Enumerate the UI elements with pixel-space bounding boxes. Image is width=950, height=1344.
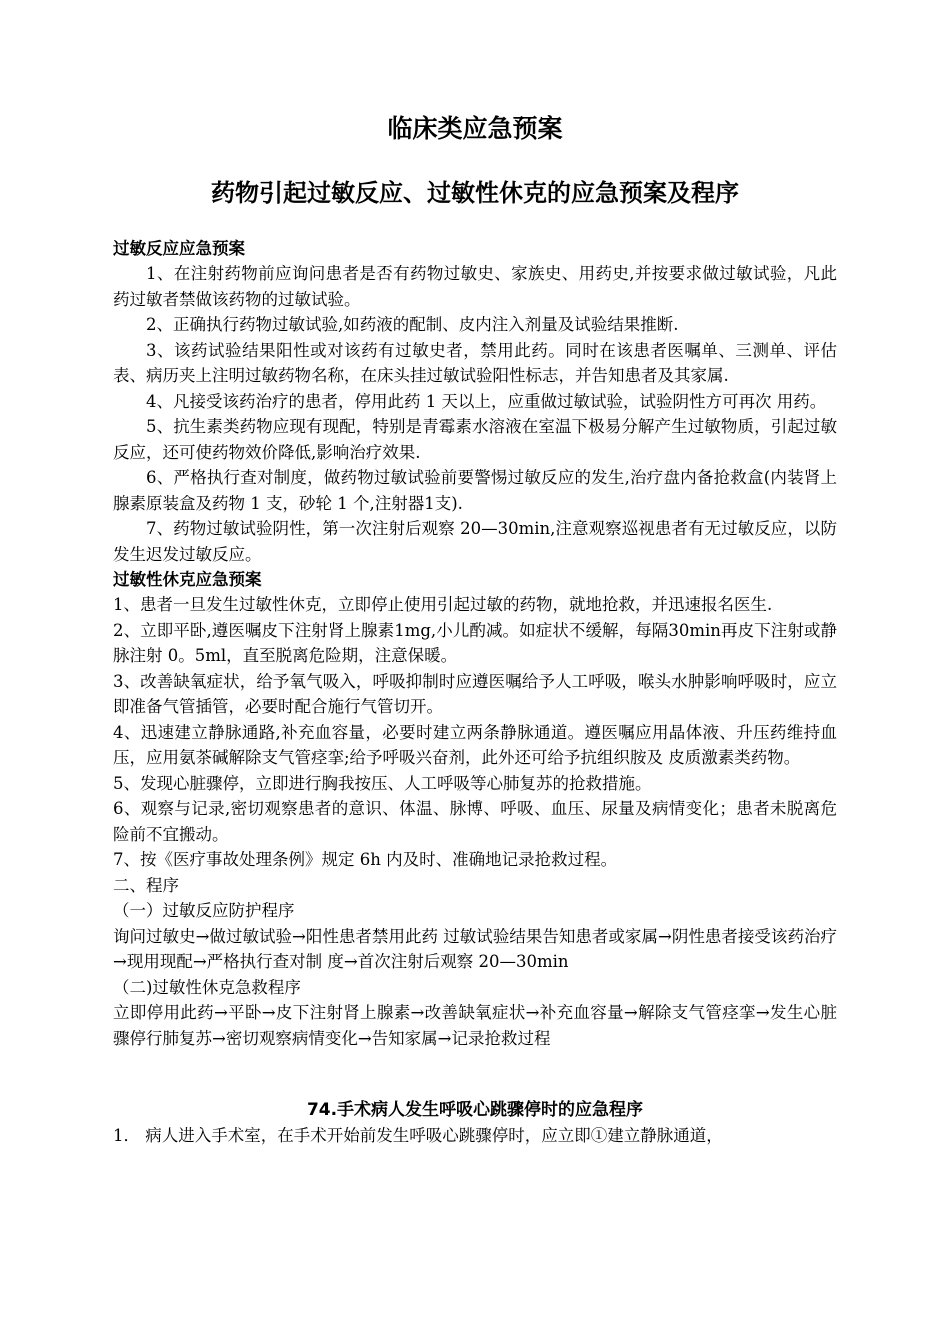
surgery-arrest-item-1: 1． 病人进入手术室，在手术开始前发生呼吸心跳骤停时，应立即①建立静脉通道， xyxy=(113,1126,723,1145)
allergy-plan-item-2: 2、正确执行药物过敏试验,如药液的配制、皮内注入剂量及试验结果推断. xyxy=(146,315,679,334)
allergy-plan-item-3: 3、该药试验结果阳性或对该药有过敏史者，禁用此药。同时在该患者医嘱单、三测单、评估表、病历夹上注明过敏药物名称，在床头挂过敏试验阳性标志，并告知患者及其家属. xyxy=(113,340,837,385)
allergy-plan-item-1: 1、在注射药物前应询问患者是否有药物过敏史、家族史、用药史,并按要求做过敏试验，凡此药过敏者禁做该药物的过敏试验。 xyxy=(113,264,837,309)
allergy-plan-item-5: 5、抗生素类药物应现有现配，特别是青霉素水溶液在室温下极易分解产生过敏物质，引起过敏反应，还可使药物效价降低,影响治疗效果. xyxy=(113,417,837,462)
document-subtitle: 药物引起过敏反应、过敏性休克的应急预案及程序 xyxy=(211,179,739,207)
procedure-sub2-text: 立即停用此药→平卧→皮下注射肾上腺素→改善缺氧症状→补充血容量→解除支气管痉挛→发生心脏骤停行肺复苏→密切观察病情变化→告知家属→记录抢救过程 xyxy=(113,1003,837,1048)
section-heading-surgery-arrest: 74.手术病人发生呼吸心跳骤停时的应急程序 xyxy=(306,1100,644,1120)
procedure-sub2-heading: （二)过敏性休克急救程序 xyxy=(113,977,301,997)
shock-plan-item-1: 1、患者一旦发生过敏性休克，立即停止使用引起过敏的药物，就地抢救，并迅速报名医生. xyxy=(113,595,773,614)
procedure-sub1-text: 询问过敏史→做过敏试验→阳性患者禁用此药 过敏试验结果告知患者或家属→阴性患者接受该药治疗→现用现配→严格执行查对制 度→首次注射后观察 20—30min xyxy=(113,926,837,971)
document-title: 临床类应急预案 xyxy=(387,114,563,143)
section-heading-shock-plan: 过敏性休克应急预案 xyxy=(113,570,262,589)
shock-plan-item-7: 7、按《医疗事故处理条例》规定 6h 内及时、准确地记录抢救过程。 xyxy=(113,850,618,869)
shock-plan-item-3: 3、改善缺氧症状，给予氧气吸入，呼吸抑制时应遵医嘱给予人工呼吸，喉头水肿影响呼吸时，应立即准备气管插管，必要时配合施行气管切开。 xyxy=(113,671,837,716)
shock-plan-item-5: 5、发现心脏骤停，立即进行胸我按压、人工呼吸等心肺复苏的抢救措施。 xyxy=(113,773,652,793)
allergy-plan-item-4: 4、凡接受该药治疗的患者，停用此药 1 天以上，应重做过敏试验，试验阴性方可再次 用药。 xyxy=(146,391,827,411)
allergy-plan-item-6: 6、严格执行查对制度，做药物过敏试验前要警惕过敏反应的发生,治疗盘内备抢救盒(内装肾上腺素原装盒及药物 1 支，砂轮 1 个,注射器1支). xyxy=(113,468,837,513)
procedure-sub1-heading: （一）过敏反应防护程序 xyxy=(113,901,295,920)
allergy-plan-item-7: 7、药物过敏试验阴性，第一次注射后观察 20—30min,注意观察巡视患者有无过敏反应，以防发生迟发过敏反应。 xyxy=(113,519,837,564)
section-heading-allergy-plan: 过敏反应应急预案 xyxy=(113,239,245,258)
shock-plan-item-6: 6、观察与记录,密切观察患者的意识、体温、脉博、呼吸、血压、尿量及病情变化；患者未脱离危险前不宜搬动。 xyxy=(113,799,837,844)
shock-plan-item-4: 4、迅速建立静脉通路,补充血容量，必要时建立两条静脉通道。遵医嘱应用晶体液、升压药维持血压，应用氨茶碱解除支气管痉挛;给予呼吸兴奋剂，此外还可给予抗组织胺及 皮质激素类药物。 xyxy=(113,722,837,767)
shock-plan-item-2: 2、立即平卧,遵医嘱皮下注射肾上腺素1mg,小儿酌减。如症状不缓解，每隔30min再皮下注射或静脉注射 0。5ml，直至脱离危险期，注意保暖。 xyxy=(113,620,837,665)
procedure-heading: 二、程序 xyxy=(113,875,179,895)
